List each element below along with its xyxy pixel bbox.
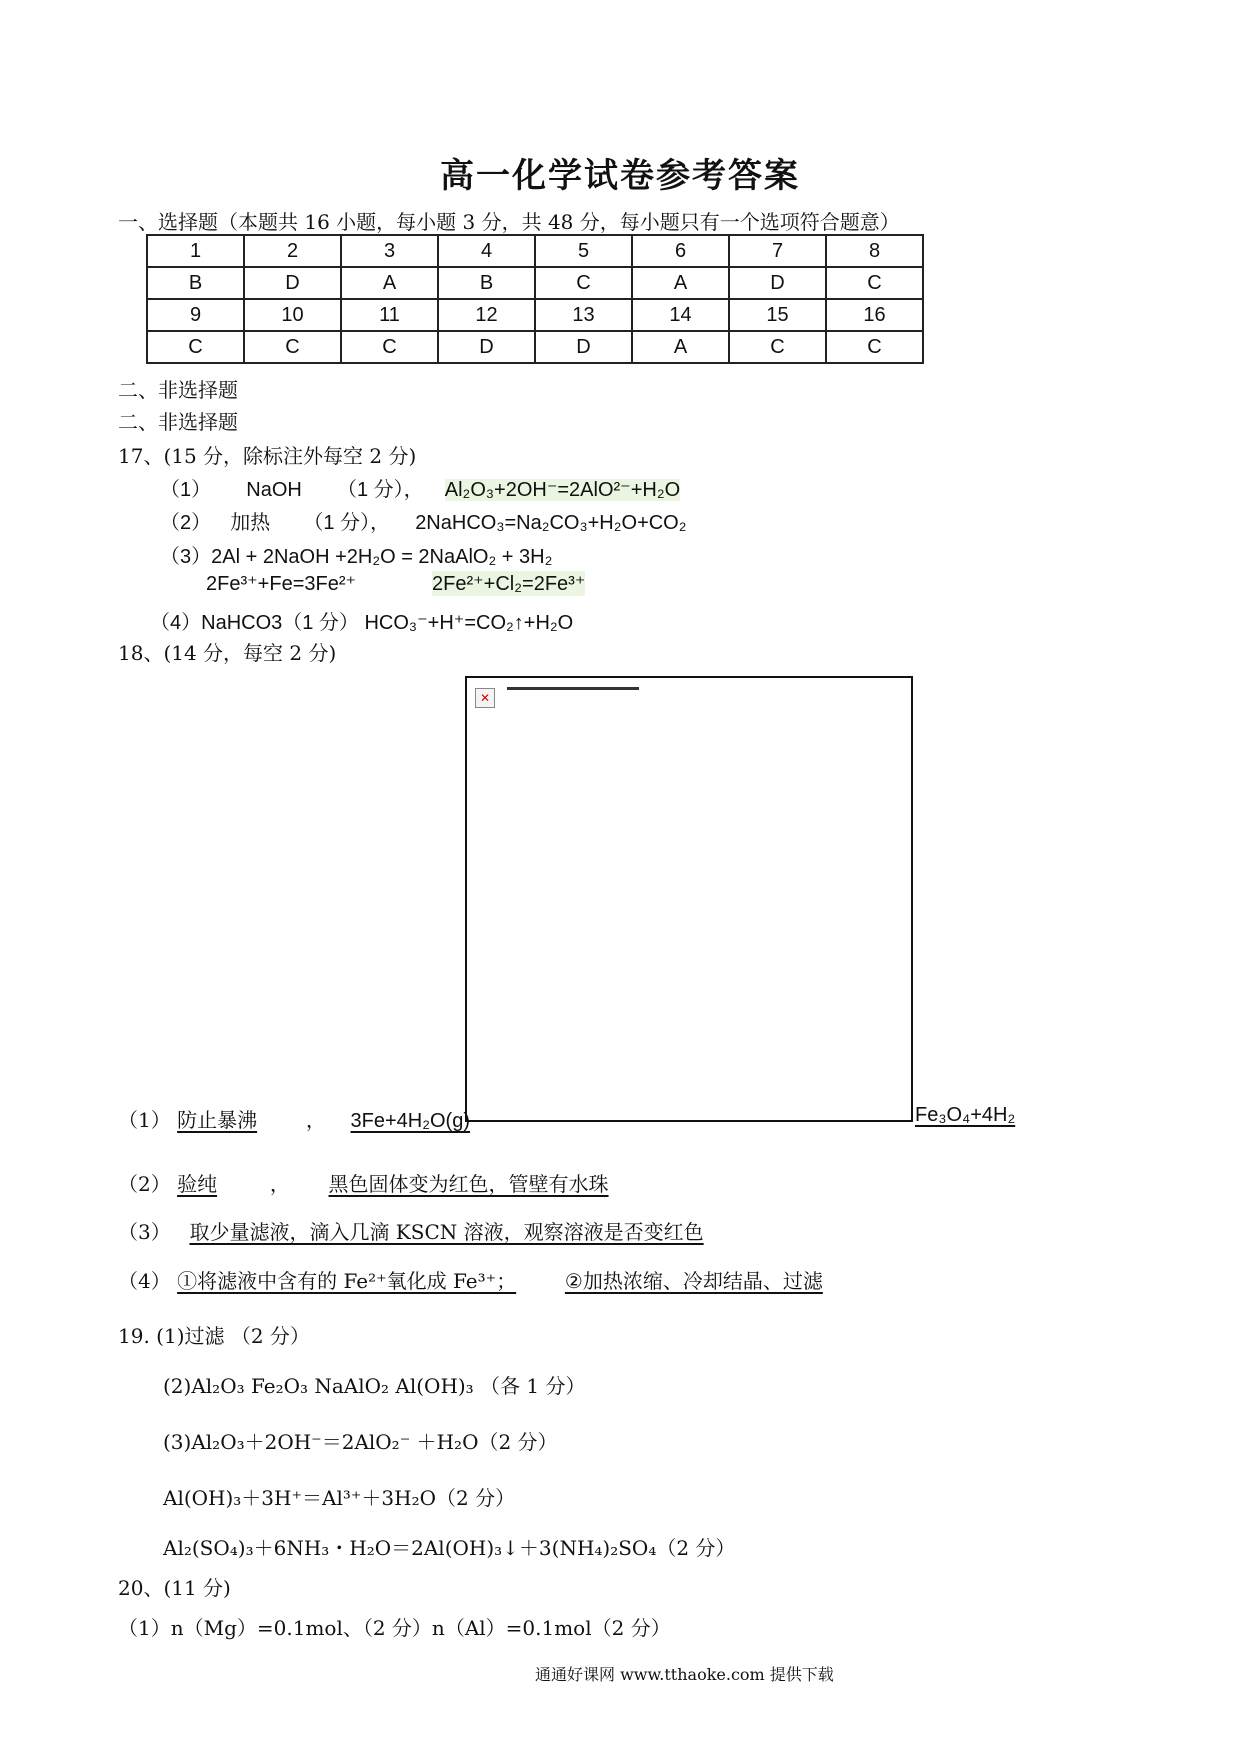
q18-part4 bbox=[118, 1265, 833, 1294]
table-row bbox=[147, 299, 923, 331]
table-cell: 8 bbox=[826, 235, 923, 267]
table-cell: 6 bbox=[632, 235, 729, 267]
q17-part3-eq2: 2Fe³⁺+Fe=3Fe²⁺ bbox=[206, 573, 357, 595]
table-cell: C bbox=[244, 331, 341, 363]
table-cell: 12 bbox=[438, 299, 535, 331]
section2-heading-repeat: 二、非选择题 bbox=[118, 410, 238, 434]
broken-image-icon: ✕ bbox=[475, 688, 495, 708]
q17-part1 bbox=[160, 473, 680, 502]
page-title: 高一化学试卷参考答案 bbox=[440, 156, 800, 196]
q19-line4: Al(OH)₃＋3H⁺＝Al³⁺＋3H₂O（2 分） bbox=[163, 1486, 516, 1510]
q17-part4: （4）NaHCO3（1 分） HCO₃⁻+H⁺=CO₂↑+H₂O bbox=[150, 612, 574, 634]
table-row bbox=[147, 235, 923, 267]
part-label: （1） bbox=[160, 479, 212, 501]
answer-blank: 取少量滤液，滴入几滴 KSCN 溶液，观察溶液是否变红色 bbox=[189, 1220, 704, 1244]
table-cell: 9 bbox=[147, 299, 244, 331]
answer-blank: ①将滤液中含有的 Fe²⁺氧化成 Fe³⁺； bbox=[177, 1269, 517, 1293]
table-cell: 5 bbox=[535, 235, 632, 267]
table-cell: 2 bbox=[244, 235, 341, 267]
table-cell: C bbox=[729, 331, 826, 363]
q17-part3-eq1: （3）2Al + 2NaOH +2H₂O = 2NaAlO₂ + 3H₂ bbox=[160, 546, 553, 568]
experiment-image-placeholder bbox=[465, 676, 913, 1122]
table-cell: 16 bbox=[826, 299, 923, 331]
part-label: （1） bbox=[118, 1108, 171, 1132]
answer-text: NaOH bbox=[246, 479, 302, 501]
answer-table bbox=[146, 234, 924, 364]
equation-left: 3Fe+4H₂O(g) bbox=[350, 1110, 471, 1132]
table-cell: 15 bbox=[729, 299, 826, 331]
q19-line5: Al₂(SO₄)₃＋6NH₃・H₂O＝2Al(OH)₃↓＋3(NH₄)₂SO₄（2 分） bbox=[163, 1536, 736, 1560]
table-cell: C bbox=[147, 331, 244, 363]
part-label: （3） bbox=[118, 1220, 171, 1244]
table-cell: C bbox=[826, 267, 923, 299]
table-cell: 14 bbox=[632, 299, 729, 331]
q19-line1: 19. (1)过滤 （2 分） bbox=[118, 1324, 310, 1348]
section1-heading: 一、选择题（本题共 16 小题，每小题 3 分，共 48 分，每小题只有一个选项符合题意） bbox=[118, 210, 900, 234]
table-cell: 13 bbox=[535, 299, 632, 331]
answer-text: 加热 bbox=[230, 512, 271, 534]
part-label: （4） bbox=[118, 1269, 171, 1293]
equation: 2NaHCO₃=Na₂CO₃+H₂O+CO₂ bbox=[415, 512, 687, 534]
q18-part1 bbox=[118, 1104, 470, 1133]
table-row bbox=[147, 331, 923, 363]
section2-heading: 二、非选择题 bbox=[118, 378, 238, 402]
table-cell: 3 bbox=[341, 235, 438, 267]
part-label: （2） bbox=[160, 512, 212, 534]
q20-heading: 20、(11 分) bbox=[118, 1576, 231, 1600]
table-cell: C bbox=[535, 267, 632, 299]
q19-line2: (2)Al₂O₃ Fe₂O₃ NaAlO₂ Al(OH)₃ （各 1 分） bbox=[163, 1374, 586, 1398]
separator: ， bbox=[269, 1172, 290, 1196]
table-cell: 7 bbox=[729, 235, 826, 267]
q17-heading: 17、(15 分，除标注外每空 2 分) bbox=[118, 444, 417, 468]
q20-line1: （1）n（Mg）=0.1mol、（2 分）n（Al）=0.1mol（2 分） bbox=[118, 1616, 671, 1640]
answer-blank: ②加热浓缩、冷却结晶、过滤 bbox=[564, 1269, 823, 1293]
page-footer: 通通好课网 www.tthaoke.com 提供下载 bbox=[535, 1665, 834, 1684]
table-cell: 10 bbox=[244, 299, 341, 331]
image-caption-bar bbox=[507, 687, 639, 690]
table-cell: A bbox=[632, 331, 729, 363]
separator: ， bbox=[305, 1108, 326, 1132]
table-cell: 11 bbox=[341, 299, 438, 331]
table-cell: D bbox=[729, 267, 826, 299]
q18-heading: 18、(14 分，每空 2 分) bbox=[118, 641, 337, 665]
q18-part2 bbox=[118, 1168, 609, 1197]
score-text: （1 分）， bbox=[336, 479, 424, 501]
equation: Al₂O₃+2OH⁻=2AlO²⁻+H₂O bbox=[444, 479, 681, 501]
table-cell: B bbox=[147, 267, 244, 299]
q17-part3-eq3: 2Fe²⁺+Cl₂=2Fe³⁺ bbox=[432, 573, 586, 595]
answer-blank: 防止暴沸 bbox=[177, 1108, 258, 1132]
answer-blank: 黑色固体变为红色，管壁有水珠 bbox=[328, 1172, 609, 1196]
table-cell: B bbox=[438, 267, 535, 299]
q19-line3: (3)Al₂O₃＋2OH⁻＝2AlO₂⁻ ＋H₂O（2 分） bbox=[163, 1430, 558, 1454]
table-cell: D bbox=[438, 331, 535, 363]
q17-part2 bbox=[160, 506, 687, 535]
table-cell: D bbox=[244, 267, 341, 299]
table-row bbox=[147, 267, 923, 299]
table-cell: A bbox=[632, 267, 729, 299]
q18-part3 bbox=[118, 1216, 704, 1245]
equation-right: Fe₃O₄+4H₂ bbox=[915, 1104, 1016, 1126]
table-cell: C bbox=[341, 331, 438, 363]
table-cell: 4 bbox=[438, 235, 535, 267]
table-cell: D bbox=[535, 331, 632, 363]
table-cell: C bbox=[826, 331, 923, 363]
score-text: （1 分）， bbox=[303, 512, 391, 534]
table-cell: A bbox=[341, 267, 438, 299]
answer-blank: 验纯 bbox=[177, 1172, 218, 1196]
table-cell: 1 bbox=[147, 235, 244, 267]
part-label: （2） bbox=[118, 1172, 171, 1196]
